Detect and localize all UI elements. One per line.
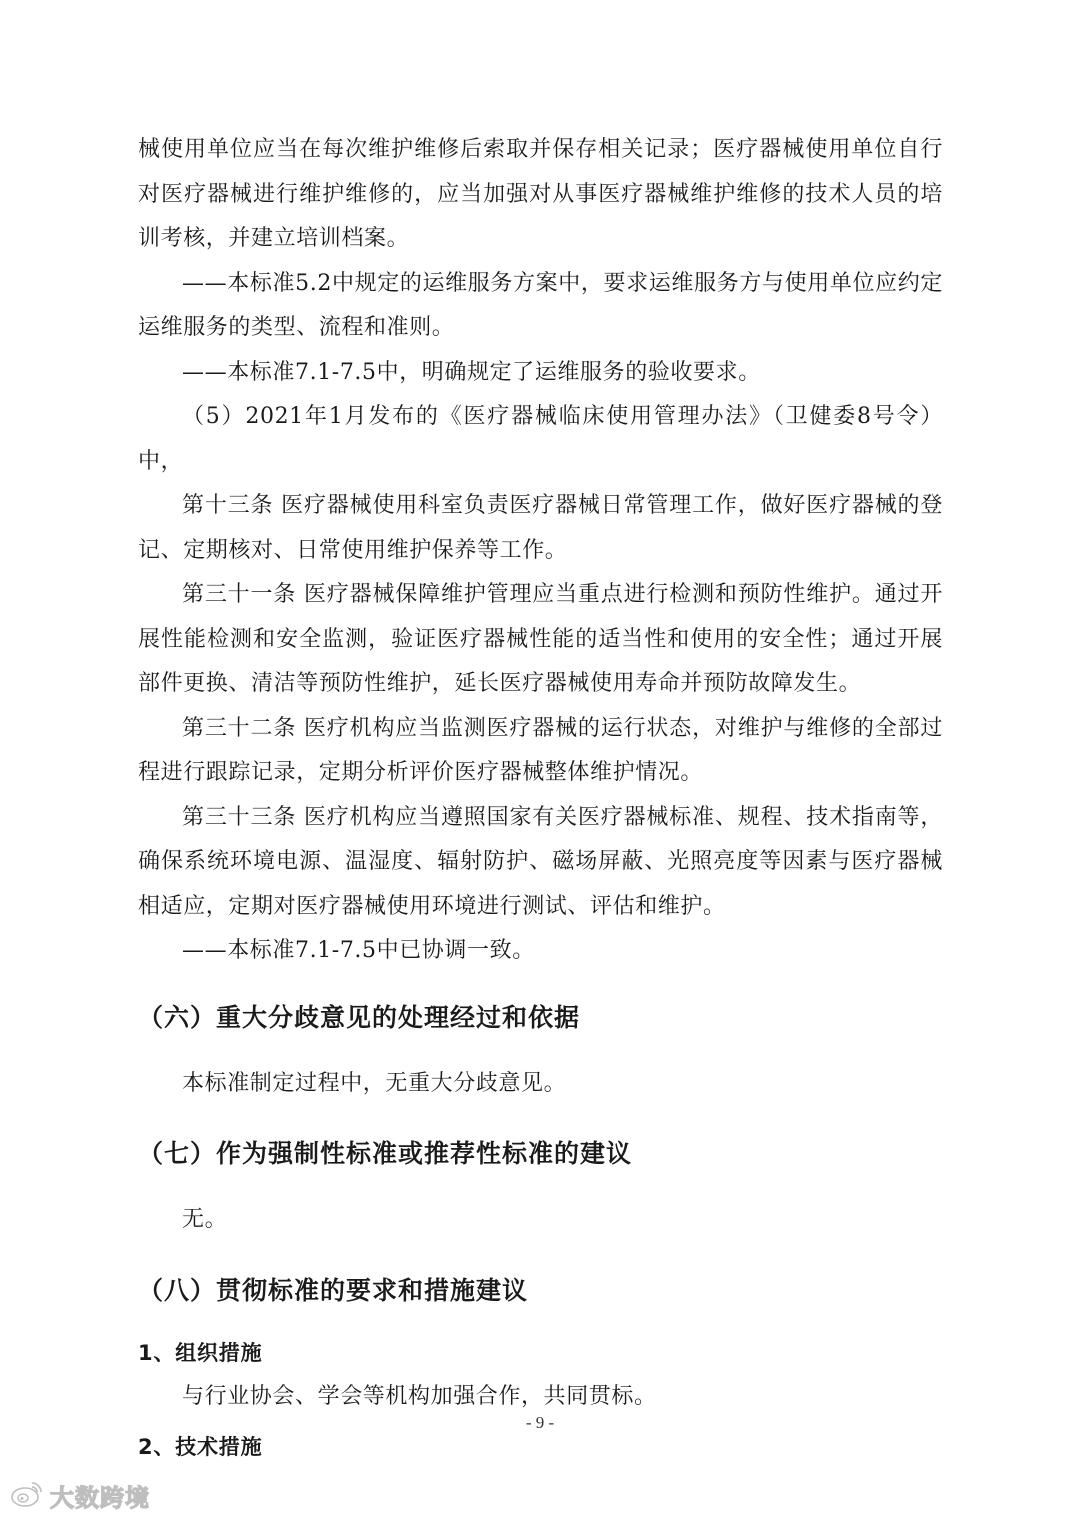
section-6-heading: （六）重大分歧意见的处理经过和依据 xyxy=(138,1002,581,1032)
paragraph-article-32: 第三十二条 医疗机构应当监测医疗器械的运行状态，对维护与维修的全部过程进行跟踪记录，定期分析评价医疗器械整体维护情况。 xyxy=(138,715,943,785)
paragraph-article-31: 第三十一条 医疗器械保障维护管理应当重点进行检测和预防性维护。通过开展性能检测和安全监测，验证医疗器械性能的适当性和使用的安全性；通过开展部件更换、清洁等预防性维护，延长医疗器械使用寿命并预防故障发生。 xyxy=(138,582,943,696)
section-8-heading: （八）贯彻标准的要求和措施建议 xyxy=(138,1275,529,1305)
subsection-organizational-body: 与行业协会、学会等机构加强合作，共同贯标。 xyxy=(182,1383,657,1409)
weibo-logo-icon xyxy=(10,1479,44,1513)
paragraph-coordinated: ——本标准7.1-7.5中已协调一致。 xyxy=(182,938,535,963)
subsection-technical-measures: 2、技术措施 xyxy=(138,1435,263,1459)
page-number: - 9 - xyxy=(525,1413,555,1432)
paragraph-article-33: 第三十三条 医疗机构应当遵照国家有关医疗器械标准、规程、技术指南等，确保系统环境电源、温湿度、辐射防护、磁场屏蔽、光照亮度等因素与医疗器械相适应，定期对医疗器械使用环境进行测试、评估和维护。 xyxy=(138,804,943,919)
paragraph-standard-5-2: ——本标准5.2中规定的运维服务方案中，要求运维服务方与使用单位应约定运维服务的类型、流程和准则。 xyxy=(138,270,943,340)
watermark xyxy=(10,1478,150,1513)
paragraph-regulation-intro: （5）2021年1月发布的《医疗器械临床使用管理办法》（卫健委8号令）中， xyxy=(138,404,943,474)
watermark-text: 大数跨境 xyxy=(50,1484,150,1512)
paragraph-article-13: 第十三条 医疗器械使用科室负责医疗器械日常管理工作，做好医疗器械的登记、定期核对、日常使用维护保养等工作。 xyxy=(138,493,943,563)
section-7-body: 无。 xyxy=(182,1207,228,1232)
subsection-organizational-measures: 1、组织措施 xyxy=(138,1340,263,1365)
section-7-heading: （七）作为强制性标准或推荐性标准的建议 xyxy=(138,1139,633,1168)
paragraph-record-keeping: 械使用单位应当在每次维护维修后索取并保存相关记录；医疗器械使用单位自行对医疗器械进行维护维修的，应当加强对从事医疗器械维护维修的技术人员的培训考核，并建立培训档案。 xyxy=(138,137,943,251)
paragraph-standard-7-1: ——本标准7.1-7.5中，明确规定了运维服务的验收要求。 xyxy=(182,359,761,385)
section-6-body: 本标准制定过程中，无重大分歧意见。 xyxy=(182,1070,567,1096)
page-body xyxy=(138,128,943,1469)
